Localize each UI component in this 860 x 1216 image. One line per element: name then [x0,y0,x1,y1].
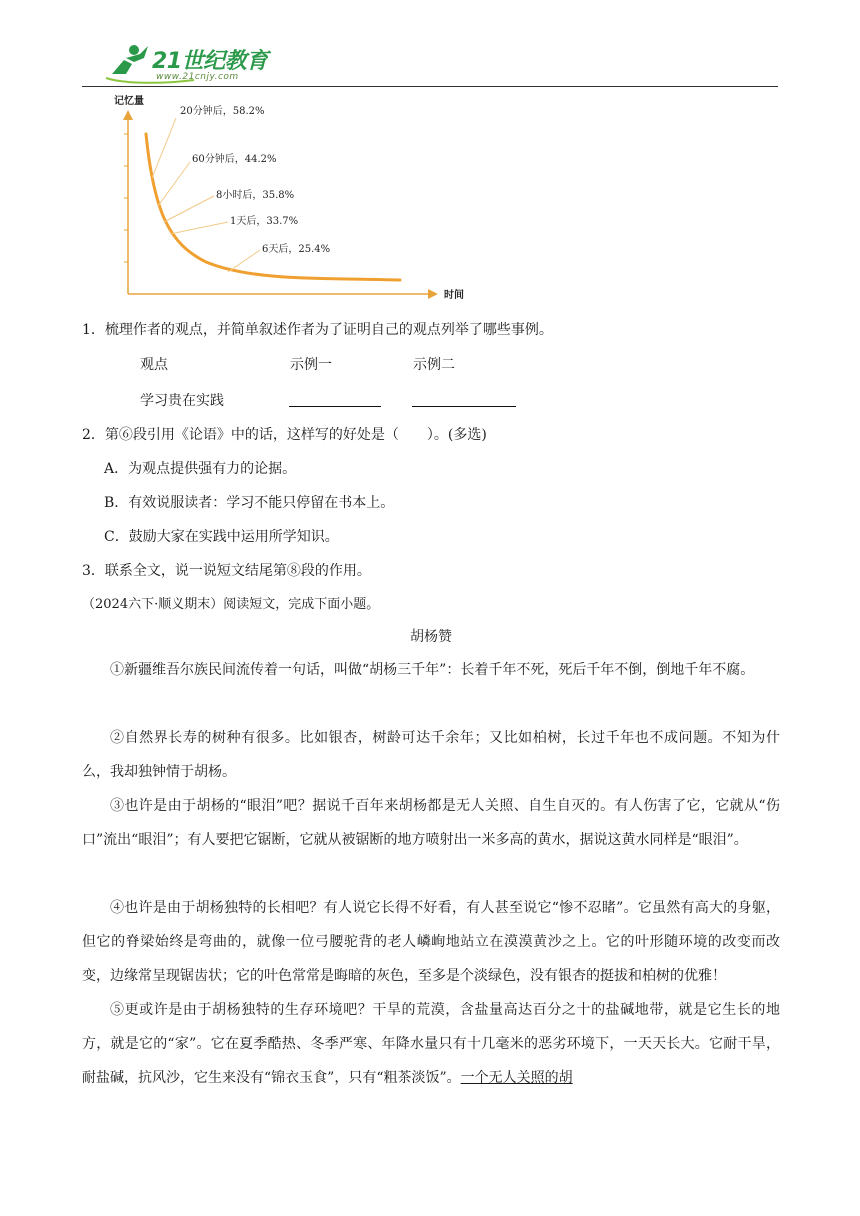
question-3: 3．联系全文，说一说短文结尾第⑧段的作用。 [82,563,371,579]
passage-paragraph-5 [82,993,780,1095]
answer-blank-example-1[interactable] [289,406,381,407]
question-2-option-a: A．为观点提供强有力的论据。 [104,461,297,477]
section-source: （2024六下·顺义期末）阅读短文，完成下面小题。 [82,597,380,612]
annotation-label: 8小时后，35.8% [216,190,295,201]
question-1: 1．梳理作者的观点，并简单叙述作者为了证明自己的观点列举了哪些事例。 [82,322,553,338]
table-row-label: 学习贵在实践 [140,393,224,409]
annotation-label: 6天后，25.4% [262,244,331,255]
leader-line [164,196,214,222]
table-header-viewpoint: 观点 [140,357,168,373]
question-2-option-b: B．有效说服读者：学习不能只停留在书本上。 [104,495,395,511]
answer-blank-example-2[interactable] [412,406,516,407]
leader-line [170,222,228,234]
annotation-label: 20分钟后，58.2% [180,106,265,117]
logo-text: 21世纪教育 [152,49,268,74]
header-divider [82,86,778,87]
table-header-example-1: 示例一 [290,357,332,373]
logo-url: www.21cnjy.com [156,72,239,82]
passage-paragraph-3: ③也许是由于胡杨的“眼泪”吧？据说千百年来胡杨都是无人关照、自生自灭的。有人伤害了它，它就从“伤口”流出“眼泪”；有人要把它锯断，它就从被锯断的地方喷射出一米多高的黄水，据说这黄水同样是“眼泪”。 [82,798,780,848]
leader-line [228,250,260,272]
paragraph-5-text: ⑤更或许是由于胡杨独特的生存环境吧？干旱的荒漠，含盐量高达百分之十的盐碱地带，就是它生长的地方，就是它的“家”。它在夏季酷热、冬季严寒、年降水量只有十几毫米的恶劣环境下，一天天长大。它耐干旱，耐盐碱，抗风沙，它生来没有“锦衣玉食”，只有“粗茶淡饭”。 [82,1002,780,1086]
passage-paragraph-2: ②自然界长寿的树种有很多。比如银杏，树龄可达千余年；又比如柏树，长过千年也不成问题。不知为什么，我却独钟情于胡杨。 [82,730,780,780]
leader-line [152,118,176,178]
table-header-example-2: 示例二 [413,357,455,373]
leader-line [158,162,190,206]
annotation-label: 1天后，33.7% [230,216,299,227]
passage-title: 胡杨赞 [410,629,452,645]
y-axis-arrow [123,110,133,120]
underlined-phrase: 一个无人关照的胡 [460,1070,573,1086]
x-axis-arrow [428,289,438,299]
y-axis-label: 记忆量 [114,96,144,107]
annotation-label: 60分钟后，44.2% [192,154,277,165]
question-2-option-c: C．鼓励大家在实践中运用所学知识。 [104,529,339,545]
question-2: 2．第⑥段引用《论语》中的话，这样写的好处是（ ）。(多选) [82,427,487,443]
x-axis-label: 时间 [444,290,464,301]
passage-paragraph-1: ①新疆维吾尔族民间流传着一句话，叫做“胡杨三千年”：长着千年不死，死后千年不倒，倒地千年不腐。 [110,662,755,678]
forgetting-curve-chart [110,94,480,304]
passage-paragraph-4: ④也许是由于胡杨独特的长相吧？有人说它长得不好看，有人甚至说它“惨不忍睹”。它虽然有高大的身躯，但它的脊梁始终是弯曲的，就像一位弓腰驼背的老人嶙峋地站立在漠漠黄沙之上。它的叶形随环境的改变而改变，边缘常呈现锯齿状；它的叶色常常是晦暗的灰色，至多是个淡绿色，没有银杏的挺拔和柏树的优雅！ [82,900,780,984]
